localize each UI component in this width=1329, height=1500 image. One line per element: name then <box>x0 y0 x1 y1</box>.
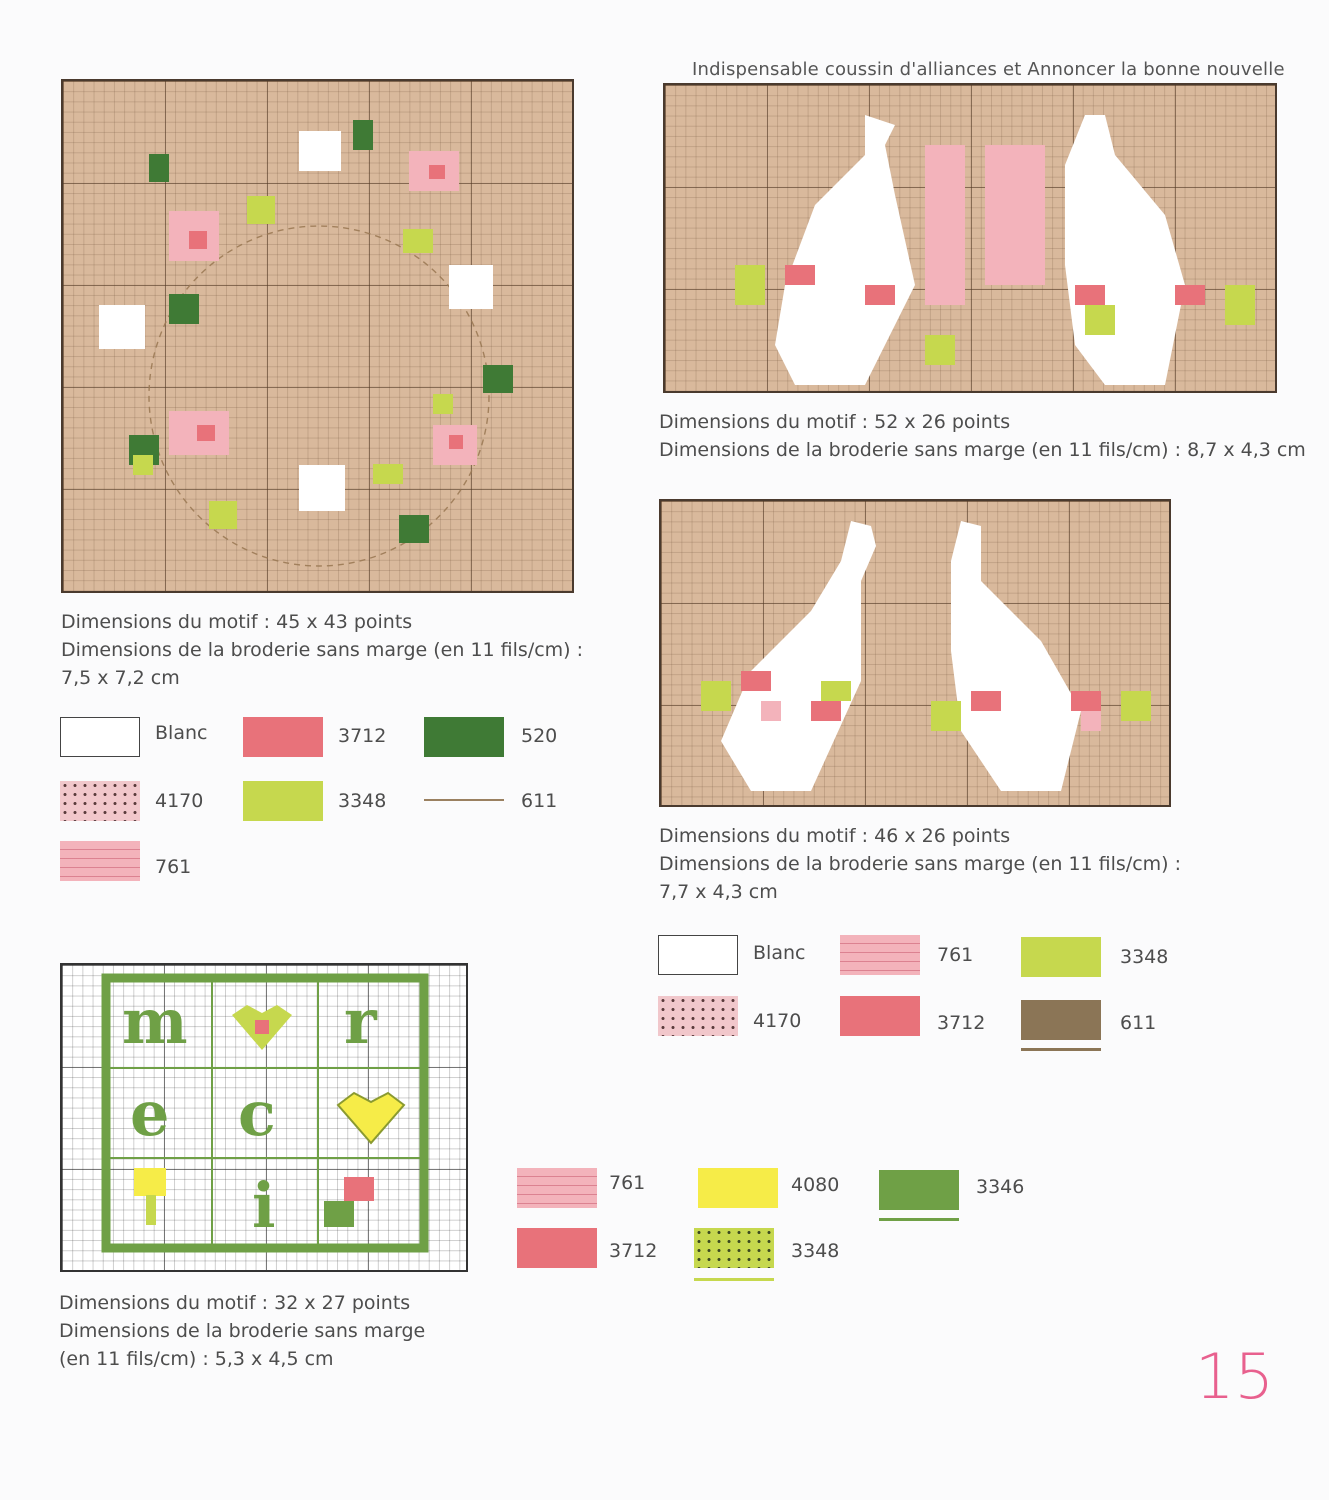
swatch-4170 <box>658 996 738 1036</box>
doves-b-dimensions-motif: Dimensions du motif : 46 x 26 points <box>659 825 1011 847</box>
legend-label-4170: 4170 <box>155 790 204 812</box>
doves-b-dimensions-embroidery: Dimensions de la broderie sans marge (en 11 fils/cm) : <box>659 853 1182 875</box>
letter-m: m <box>122 985 188 1058</box>
doves-a-dimensions-embroidery: Dimensions de la broderie sans marge (en 11 fils/cm) : 8,7 x 4,3 cm <box>659 439 1306 461</box>
legend-label-4080: 4080 <box>791 1174 840 1196</box>
legend-label-520: 520 <box>521 725 558 747</box>
merci-dimensions-cm: (en 11 fils/cm) : 5,3 x 4,5 cm <box>59 1348 334 1370</box>
legend-label-3712: 3712 <box>338 725 387 747</box>
swatch-3346-underline <box>879 1218 959 1221</box>
legend-label-761: 761 <box>155 856 192 878</box>
swatch-3348-underline <box>694 1278 774 1281</box>
swatch-3712 <box>243 717 323 757</box>
doves-a-dimensions-motif: Dimensions du motif : 52 x 26 points <box>659 411 1011 433</box>
swatch-3348 <box>694 1228 774 1268</box>
legend-label-3346: 3346 <box>976 1176 1025 1198</box>
swatch-blanc <box>658 935 738 975</box>
letter-r: r <box>344 985 377 1058</box>
swatch-611-line <box>424 799 504 801</box>
swatch-3348 <box>1021 937 1101 977</box>
wreath-pattern <box>63 81 574 593</box>
merci-dimensions-motif: Dimensions du motif : 32 x 27 points <box>59 1292 411 1314</box>
doves-b-pattern <box>661 501 1171 807</box>
swatch-3348 <box>243 781 323 821</box>
swatch-761 <box>840 935 920 975</box>
flower-yellow <box>134 1168 166 1225</box>
doves-a-pattern <box>665 85 1277 393</box>
swatch-3346 <box>879 1170 959 1210</box>
legend-label-611: 611 <box>1120 1012 1157 1034</box>
legend-label-761: 761 <box>609 1172 646 1194</box>
legend-label-blanc: Blanc <box>155 722 208 744</box>
legend-label-761: 761 <box>937 944 974 966</box>
running-header: Indispensable coussin d'alliances et Annoncer la bonne nouvelle <box>692 59 1285 80</box>
swatch-611-underline <box>1021 1048 1101 1051</box>
swatch-611 <box>1021 1000 1101 1040</box>
wreath-chart <box>61 79 574 593</box>
legend-label-3348: 3348 <box>1120 946 1169 968</box>
wreath-dimensions-motif: Dimensions du motif : 45 x 43 points <box>61 611 413 633</box>
doves-chart-b <box>659 499 1171 807</box>
doves-b-dimensions-cm: 7,7 x 4,3 cm <box>659 881 778 903</box>
swatch-4170 <box>60 781 140 821</box>
flower-pink <box>324 1177 374 1227</box>
heart-middle <box>338 1093 404 1143</box>
legend-label-611: 611 <box>521 790 558 812</box>
legend-label-4170: 4170 <box>753 1010 802 1032</box>
swatch-520 <box>424 717 504 757</box>
heart-top <box>232 1005 292 1050</box>
swatch-4080 <box>698 1168 778 1208</box>
swatch-761 <box>517 1168 597 1208</box>
swatch-blanc <box>60 717 140 757</box>
legend-label-3712: 3712 <box>609 1240 658 1262</box>
merci-pattern <box>62 965 468 1272</box>
legend-label-blanc: Blanc <box>753 942 806 964</box>
swatch-3712 <box>840 996 920 1036</box>
merci-chart <box>60 963 468 1272</box>
wreath-dimensions-embroidery: Dimensions de la broderie sans marge (en 11 fils/cm) : <box>61 639 584 661</box>
letter-i: i <box>252 1169 276 1242</box>
legend-label-3348: 3348 <box>338 790 387 812</box>
wreath-dimensions-cm: 7,5 x 7,2 cm <box>61 667 180 689</box>
doves-chart-a <box>663 83 1277 393</box>
letter-c: c <box>238 1077 276 1150</box>
merci-dimensions-embroidery: Dimensions de la broderie sans marge <box>59 1320 426 1342</box>
legend-label-3348: 3348 <box>791 1240 840 1262</box>
legend-label-3712: 3712 <box>937 1012 986 1034</box>
swatch-3712 <box>517 1228 597 1268</box>
swatch-761 <box>60 841 140 881</box>
letter-e: e <box>130 1077 170 1150</box>
page-number: 15 <box>1195 1340 1274 1413</box>
